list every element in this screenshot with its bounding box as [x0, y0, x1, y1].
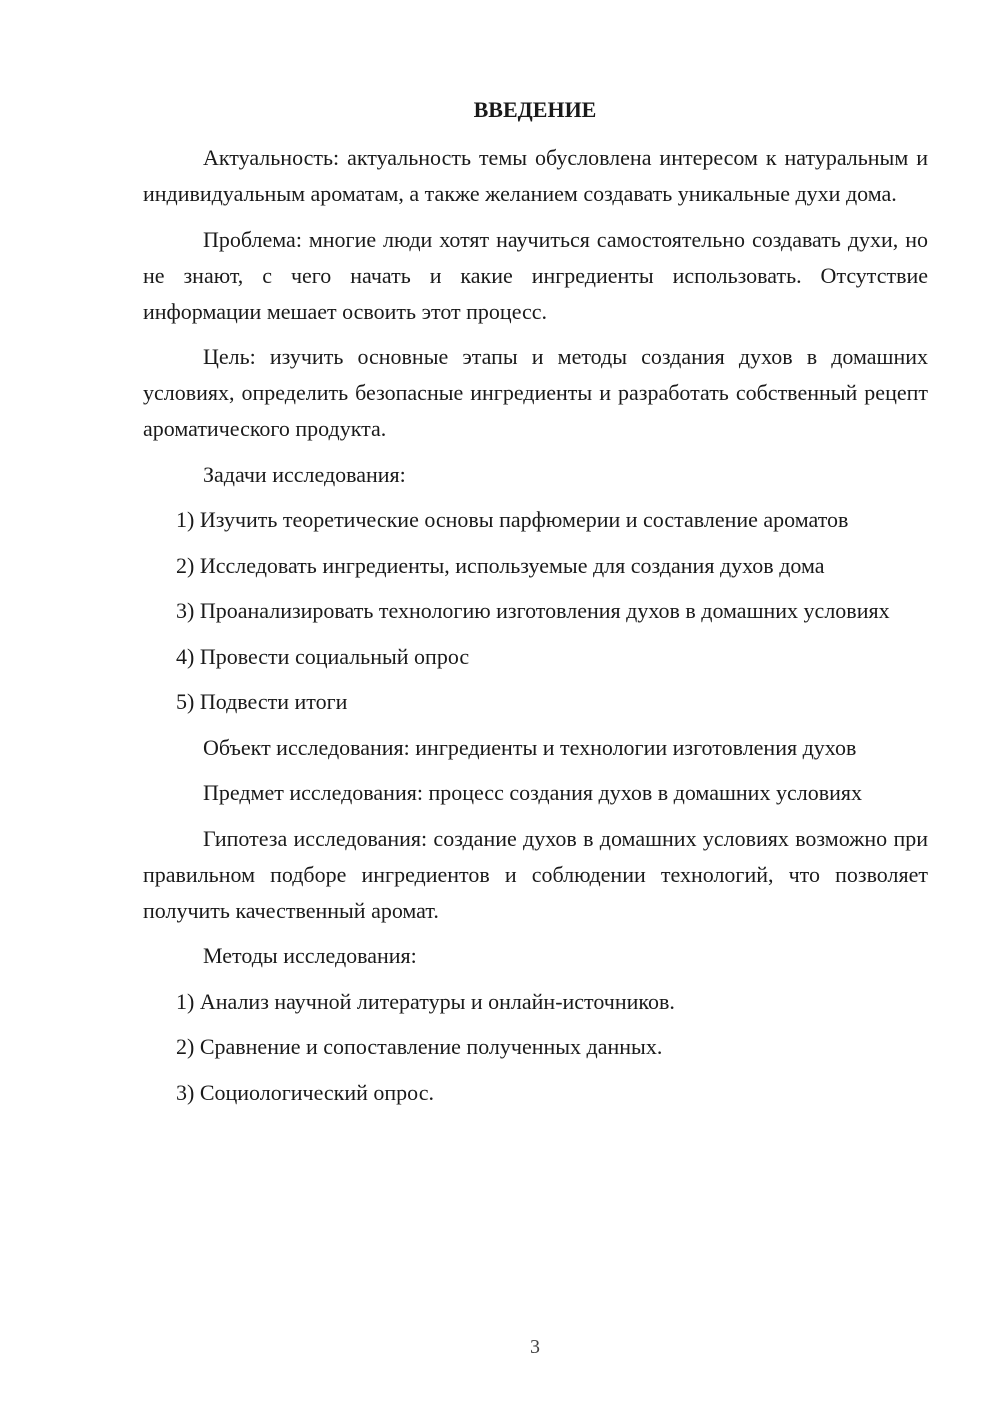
goal-paragraph: Цель: изучить основные этапы и методы создания духов в домашних условиях, определить безопасные ингредиенты и разработать собственный рецепт ароматического продукта.: [143, 344, 928, 441]
task-item-3: 3) Проанализировать технологию изготовления духов в домашних условиях: [176, 598, 890, 623]
page-title: ВВЕДЕНИЕ: [473, 97, 597, 122]
task-item-4: 4) Провести социальный опрос: [176, 643, 470, 669]
method-item-1: 1) Анализ научной литературы и онлайн-источников.: [176, 988, 675, 1014]
task-item-2: 2) Исследовать ингредиенты, используемые для создания духов дома: [176, 552, 825, 578]
page-number: 3: [530, 1336, 540, 1358]
tasks-heading: Задачи исследования:: [203, 461, 406, 487]
subject-paragraph: Предмет исследования: процесс создания духов в домашних условиях: [203, 780, 862, 805]
document-body: [143, 140, 928, 1111]
hypothesis-paragraph: Гипотеза исследования: создание духов в домашних условиях возможно при правильном подборе ингредиентов и соблюдении технологий, что позволяет получить качественный аромат.: [143, 825, 928, 923]
methods-heading: Методы исследования:: [203, 943, 417, 968]
relevance-paragraph: Актуальность: актуальность темы обусловлена интересом к натуральным и индивидуальным ароматам, а также желанием создавать уникальные духи дома.: [143, 145, 928, 206]
method-item-3: 3) Социологический опрос.: [176, 1079, 434, 1105]
object-paragraph: Объект исследования: ингредиенты и технологии изготовления духов: [203, 734, 857, 760]
method-item-2: 2) Сравнение и сопоставление полученных данных.: [176, 1034, 663, 1059]
problem-paragraph: Проблема: многие люди хотят научиться самостоятельно создавать духи, но не знают, с чего начать и какие ингредиенты использовать. Отсутствие информации мешает освоить этот процесс.: [143, 226, 928, 324]
task-item-5: 5) Подвести итоги: [176, 689, 348, 714]
task-item-1: 1) Изучить теоретические основы парфюмерии и составление ароматов: [176, 507, 849, 532]
